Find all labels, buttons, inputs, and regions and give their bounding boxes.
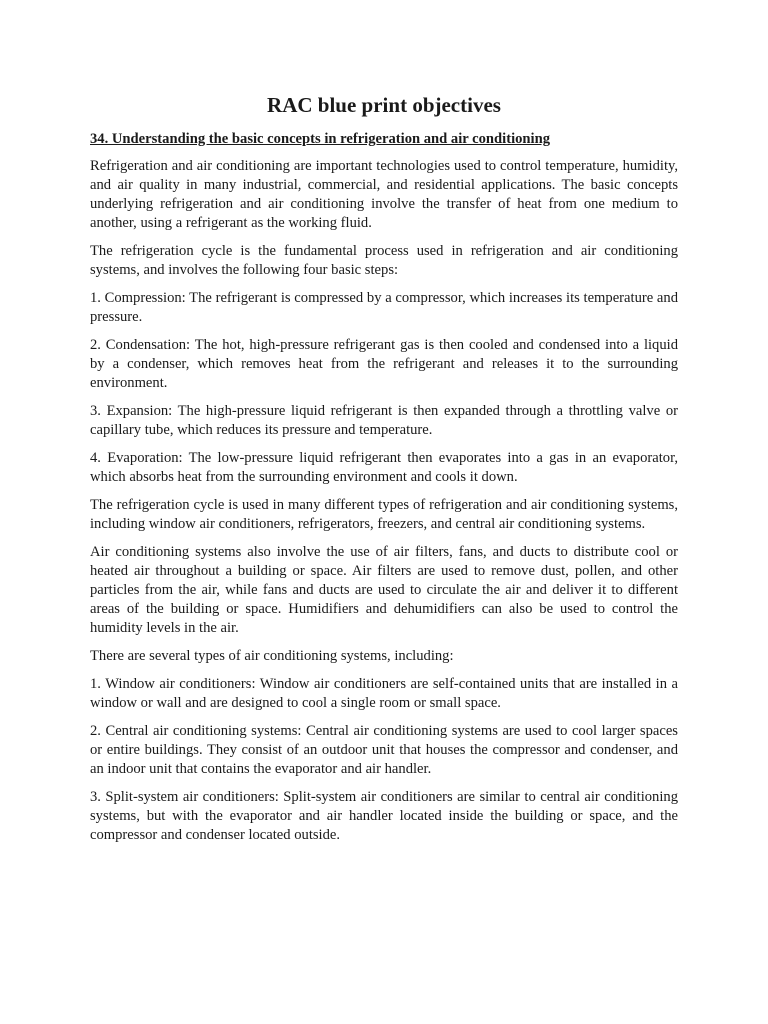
paragraph-step-evaporation: 4. Evaporation: The low-pressure liquid refrigerant then evaporates into a gas in an evaporator, which absorbs heat from the surrounding environment and cools it down. xyxy=(90,450,678,485)
document-title: RAC blue print objectives xyxy=(267,93,501,117)
paragraph-step-condensation: 2. Condensation: The hot, high-pressure refrigerant gas is then cooled and condensed into a liquid by a condenser, which removes heat from the refrigerant and releases it to the surrounding environment. xyxy=(90,337,678,391)
paragraph-type-window: 1. Window air conditioners: Window air conditioners are self-contained units that are installed in a window or wall and are designed to cool a single room or small space. xyxy=(90,676,678,711)
paragraph-cycle-usage: The refrigeration cycle is used in many different types of refrigeration and air conditioning systems, including window air conditioners, refrigerators, freezers, and central air conditioning systems. xyxy=(90,497,678,532)
paragraph-intro: Refrigeration and air conditioning are important technologies used to control temperature, humidity, and air quality in many industrial, commercial, and residential applications. The basic concepts underlying refrigeration and air conditioning involve the transfer of heat from one medium to another, using a refrigerant as the working fluid. xyxy=(90,158,678,231)
paragraph-cycle-intro: The refrigeration cycle is the fundamental process used in refrigeration and air conditioning systems, and involves the following four basic steps: xyxy=(90,243,678,278)
paragraph-type-split: 3. Split-system air conditioners: Split-system air conditioners are similar to central air conditioning systems, but with the evaporator and air handler located inside the building or space, and the compressor and condenser located outside. xyxy=(90,789,678,843)
paragraph-type-central: 2. Central air conditioning systems: Central air conditioning systems are used to cool larger spaces or entire buildings. They consist of an outdoor unit that houses the compressor and condenser, and an indoor unit that contains the evaporator and air handler. xyxy=(90,723,678,777)
paragraph-air-distribution: Air conditioning systems also involve the use of air filters, fans, and ducts to distribute cool or heated air throughout a building or space. Air filters are used to remove dust, pollen, and other particles from the air, while fans and ducts are used to circulate the air and deliver it to different areas of the building or space. Humidifiers and dehumidifiers can also be used to control the humidity levels in the air. xyxy=(90,544,678,636)
paragraph-step-expansion: 3. Expansion: The high-pressure liquid refrigerant is then expanded through a throttling valve or capillary tube, which reduces its pressure and temperature. xyxy=(90,403,678,438)
paragraph-types-intro: There are several types of air conditioning systems, including: xyxy=(90,648,454,664)
section-heading: 34. Understanding the basic concepts in refrigeration and air conditioning xyxy=(90,131,551,147)
document-page xyxy=(90,92,678,854)
paragraph-step-compression: 1. Compression: The refrigerant is compressed by a compressor, which increases its temperature and pressure. xyxy=(90,290,678,325)
